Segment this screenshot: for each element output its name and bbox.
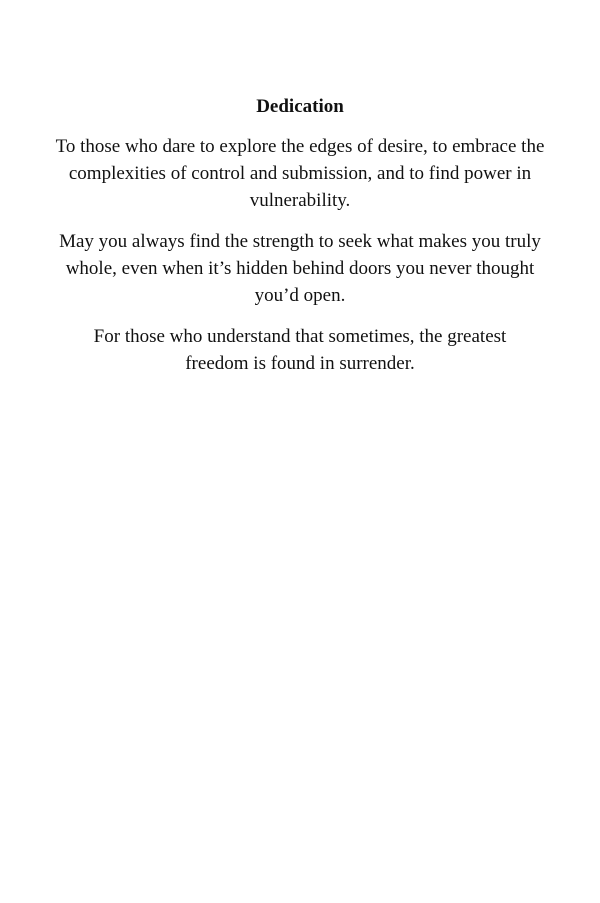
dedication-paragraph-1: To those who dare to explore the edges of desire, to embrace the complexities of control and submission, and to find power in vulnerability. — [55, 136, 545, 211]
dedication-paragraph-3: For those who understand that sometimes, the greatest freedom is found in surrender. — [93, 326, 507, 374]
dedication-paragraph-2: May you always find the strength to seek what makes you truly whole, even when it’s hidden behind doors you never thought you’d open. — [59, 231, 541, 306]
page-title: Dedication — [256, 96, 344, 117]
